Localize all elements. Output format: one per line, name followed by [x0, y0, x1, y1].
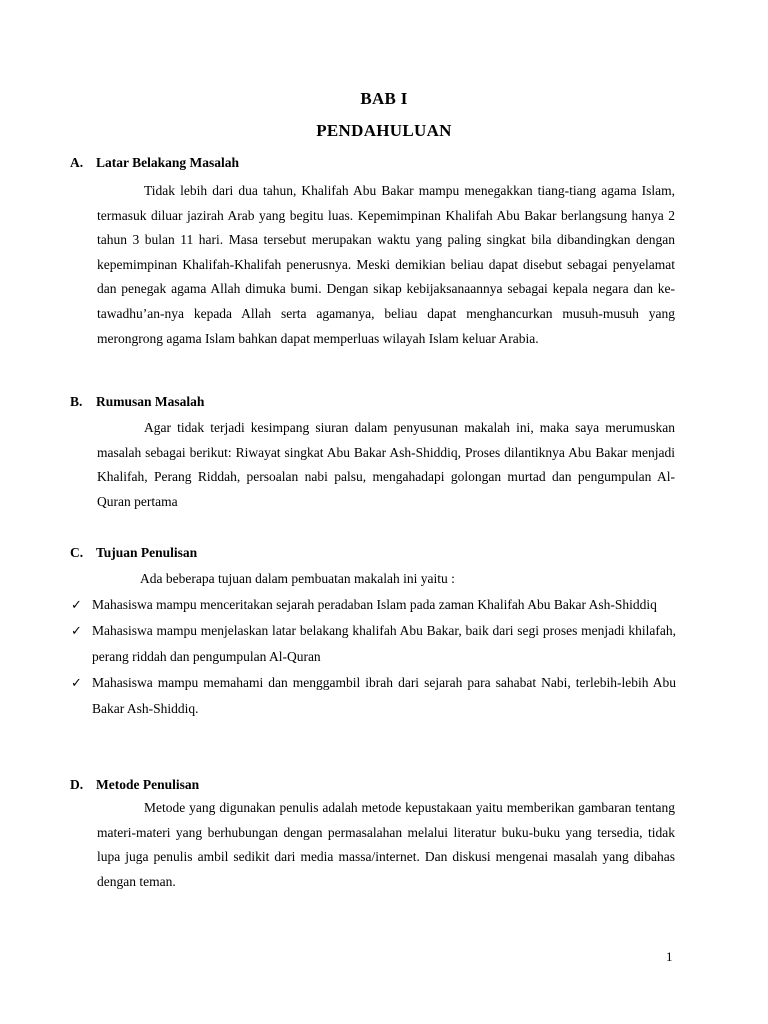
section-a-letter: A.	[70, 155, 84, 170]
section-c-heading	[70, 545, 197, 561]
section-d-heading	[70, 777, 199, 793]
list-item-text: Mahasiswa mampu menjelaskan latar belakang khalifah Abu Bakar, baik dari segi proses menjadi khilafah, perang riddah dan pengumpulan Al-Quran	[92, 623, 676, 664]
section-d-title: Metode Penulisan	[96, 777, 200, 792]
section-c-intro: Ada beberapa tujuan dalam pembuatan makalah ini yaitu :	[140, 571, 455, 586]
checkmark-icon: ✓	[71, 623, 82, 638]
section-a-paragraph: Tidak lebih dari dua tahun, Khalifah Abu Bakar mampu menegakkan tiang-tiang agama Islam, termasuk diluar jazirah Arab yang begitu luas. Kepemimpinan Khalifah Abu Bakar berlangsung hanya 2 tahun 3 bulan 11 hari. Masa tersebut merupakan waktu yang paling singkat bila dibandingkan dengan kepemimpinan Khalifah-Khalifah penerusnya. Meski demikian beliau dapat disebut sebagai penyelamat dan penegak agama Allah dimuka bumi. Dengan sikap kebijaksanaannya sebagai kepala negara dan ke-tawadhu’an-nya kepada Allah serta agamanya, beliau dapat menghancurkan musuh-musuh yang merongrong agama Islam bahkan dapat memperluas wilayah Islam keluar Arabia.	[97, 183, 675, 346]
checkmark-icon: ✓	[71, 675, 82, 690]
section-b-letter: B.	[70, 394, 83, 409]
section-c-letter: C.	[70, 545, 84, 560]
section-c-title: Tujuan Penulisan	[96, 545, 198, 560]
section-a-heading	[70, 155, 239, 171]
list-item	[70, 618, 676, 670]
list-item	[70, 670, 676, 722]
checkmark-icon: ✓	[71, 597, 82, 612]
chapter-number: BAB I	[360, 89, 408, 108]
page-number: 1	[666, 949, 673, 964]
section-d-letter: D.	[70, 777, 84, 792]
chapter-title: PENDAHULUAN	[316, 121, 452, 140]
list-item-text: Mahasiswa mampu menceritakan sejarah peradaban Islam pada zaman Khalifah Abu Bakar Ash-Shiddiq	[92, 597, 657, 612]
section-b-title: Rumusan Masalah	[96, 394, 205, 409]
list-item	[70, 592, 676, 618]
list-item-text: Mahasiswa mampu memahami dan menggambil ibrah dari sejarah para sahabat Nabi, terlebih-lebih Abu Bakar Ash-Shiddiq.	[92, 675, 676, 716]
section-d-paragraph: Metode yang digunakan penulis adalah metode kepustakaan yaitu memberikan gambaran tentang materi-materi yang berhubungan dengan permasalahan melalui literatur buku-buku yang tersedia, tidak lupa juga penulis ambil sedikit dari media massa/internet. Dan diskusi mengenai masalah yang dibahas dengan teman.	[97, 800, 675, 889]
goals-list	[70, 592, 676, 722]
section-b-paragraph: Agar tidak terjadi kesimpang siuran dalam penyusunan makalah ini, maka saya merumuskan masalah sebagai berikut: Riwayat singkat Abu Bakar Ash-Shiddiq, Proses dilantiknya Abu Bakar menjadi Khalifah, Perang Riddah, persoalan nabi palsu, mengahadapi golongan murtad dan pengumpulan Al-Quran pertama	[97, 420, 675, 509]
section-a-title: Latar Belakang Masalah	[96, 155, 240, 170]
section-b-heading	[70, 394, 204, 410]
